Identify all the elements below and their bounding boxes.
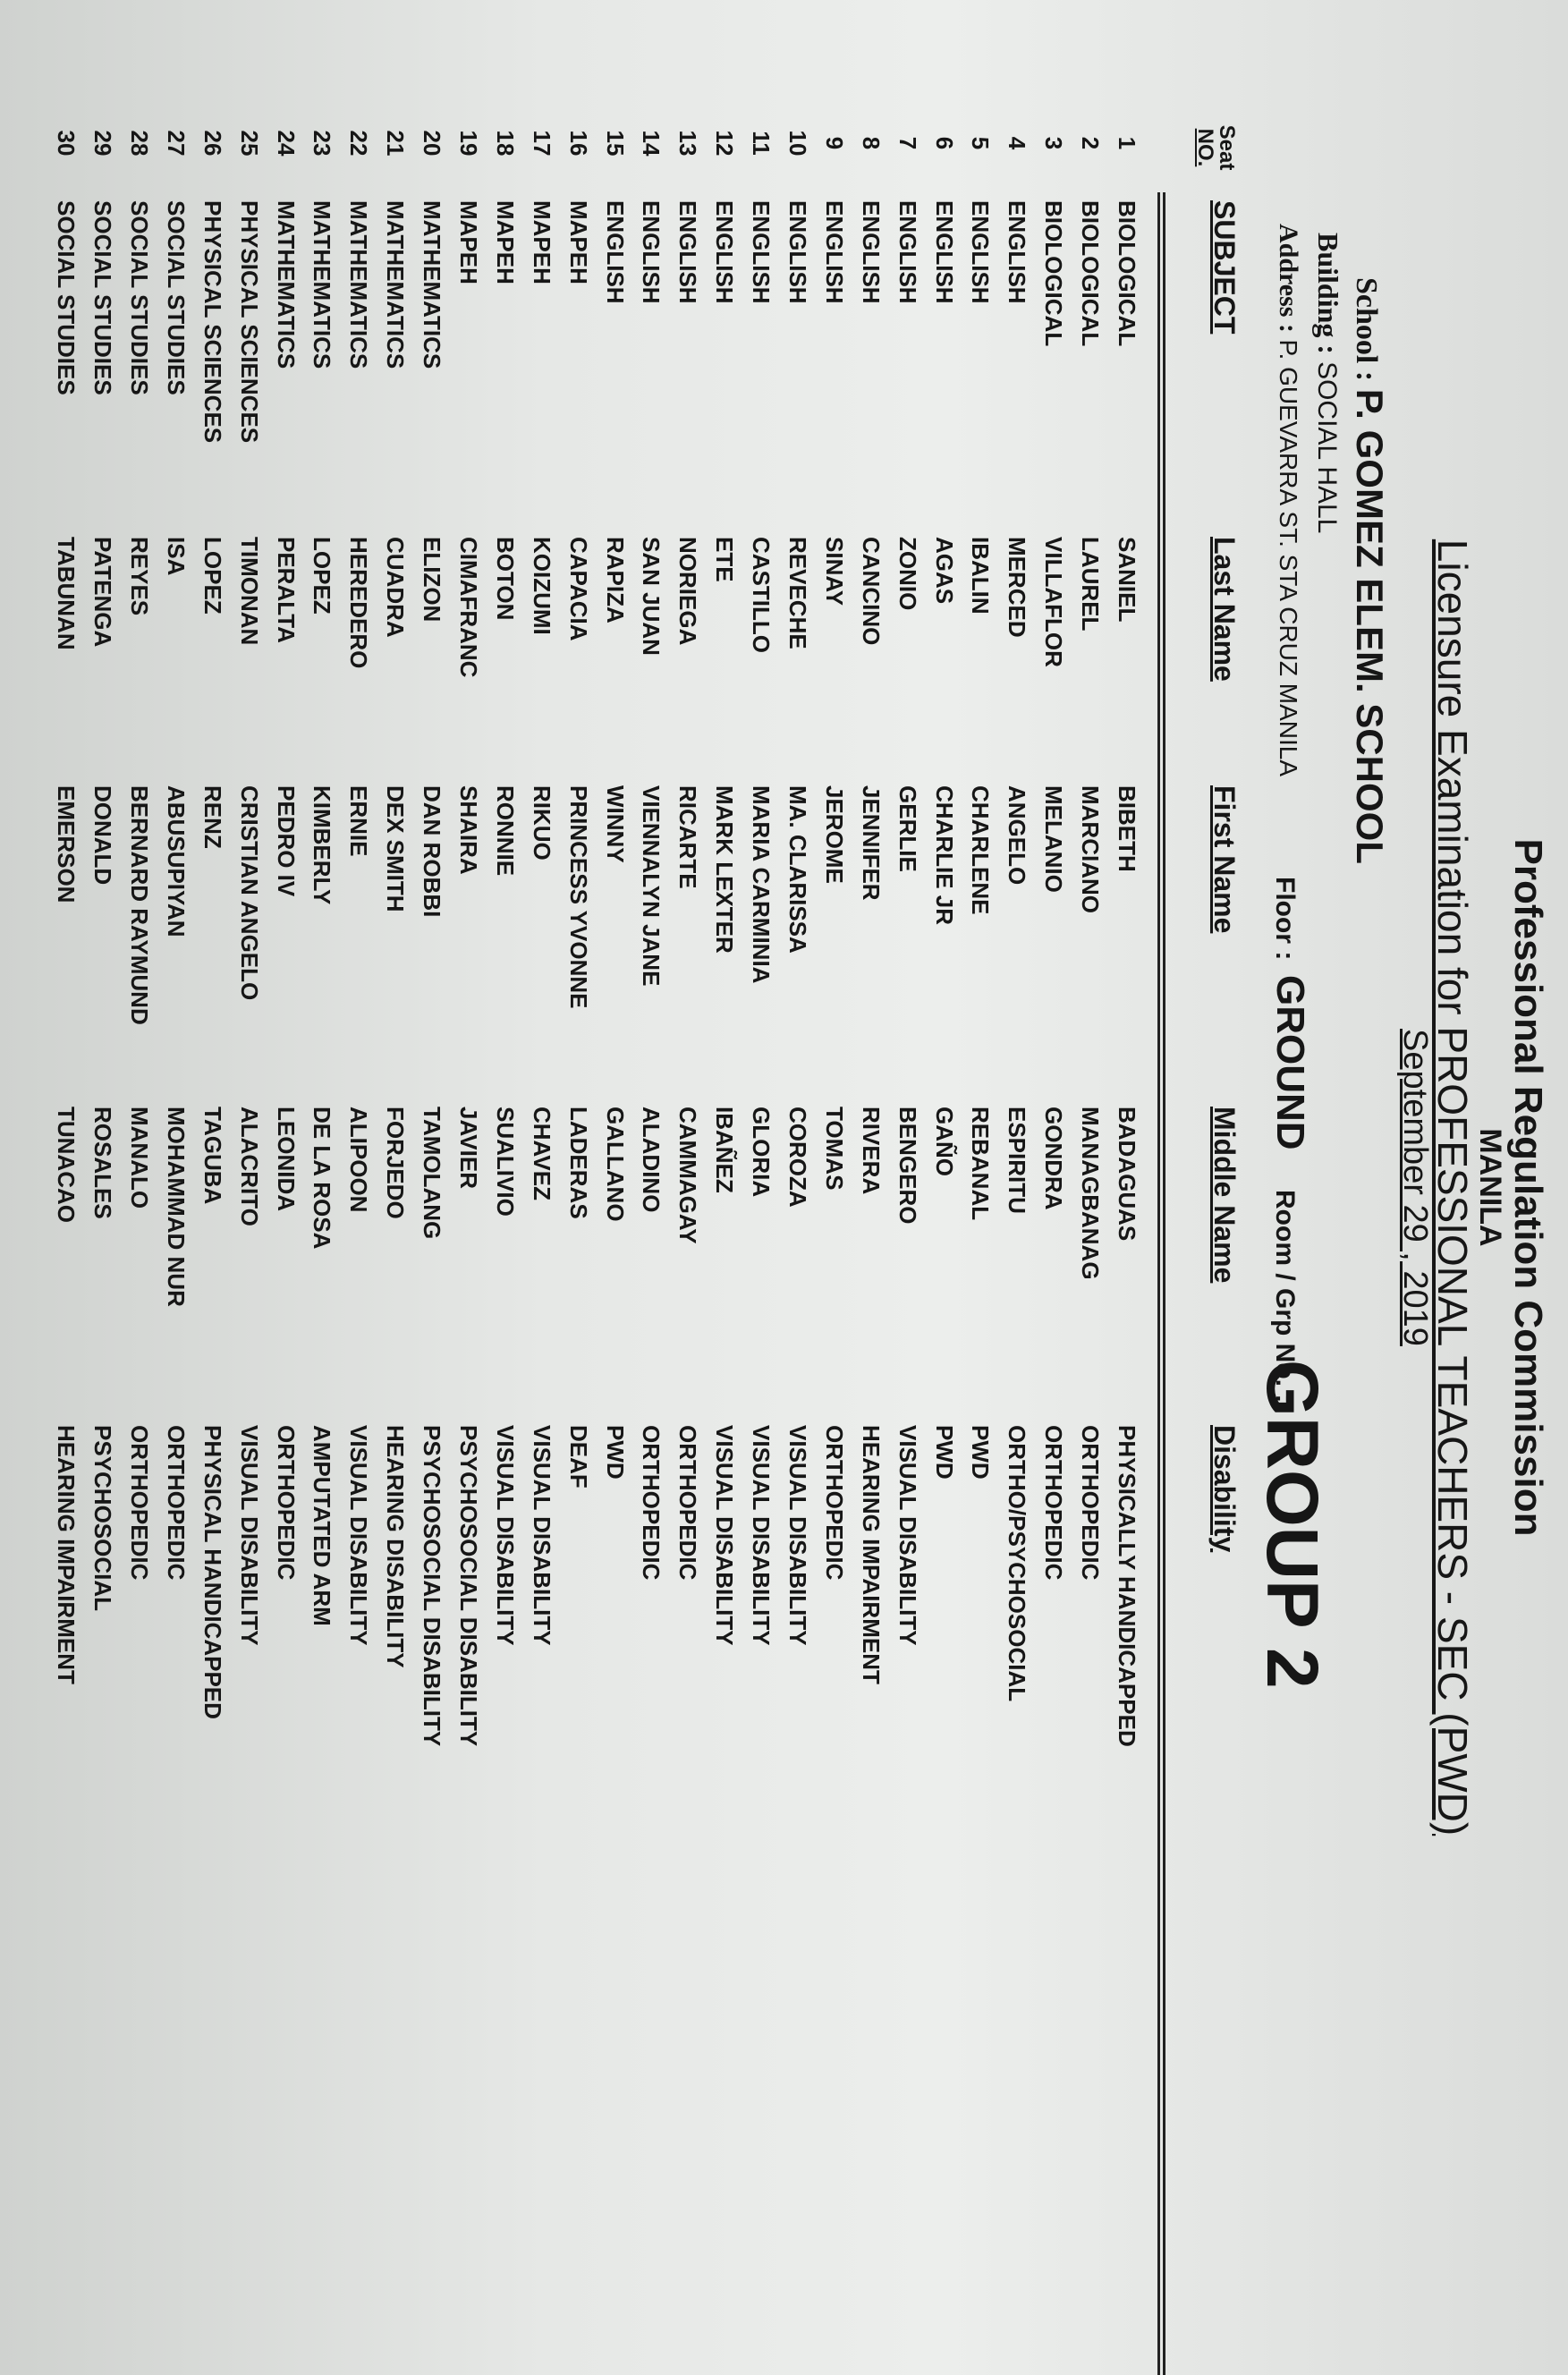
first-name-cell: EMERSON [53, 785, 81, 903]
seat-header-line1: Seat [1215, 124, 1239, 171]
seat-number: 6 [930, 136, 958, 150]
last-name-cell: CANCINO [857, 537, 885, 646]
seat-number: 2 [1077, 136, 1105, 150]
middle-name-header [1208, 1107, 1241, 1283]
examinee-table-body [43, 0, 1140, 2375]
seat-number: 21 [382, 130, 410, 157]
last-name-header-text: Last Name [1208, 537, 1241, 682]
last-name-cell: HEREDERO [345, 537, 373, 669]
address-value: P. GUEVARRA ST. STA CRUZ MANILA [1275, 339, 1302, 777]
agency-title: Professional Regulation Commission [1506, 838, 1550, 1537]
subject-cell: ENGLISH [820, 200, 848, 304]
first-name-cell: GERLIE [894, 785, 921, 872]
subject-cell: ENGLISH [638, 200, 665, 304]
middle-name-cell: LEONIDA [272, 1107, 300, 1211]
table-row [629, 0, 665, 2375]
last-name-cell: SANIEL [1114, 537, 1140, 623]
first-name-header [1208, 785, 1241, 933]
first-name-cell: ANGELO [1004, 785, 1031, 886]
last-name-cell: AGAS [930, 537, 958, 605]
first-name-cell: DEX SMITH [382, 785, 410, 912]
table-row [1067, 0, 1104, 2375]
middle-name-cell: MANAGBANAG [1077, 1107, 1105, 1280]
disability-cell: ORTHOPEDIC [272, 1425, 300, 1581]
middle-name-cell: BENGERO [894, 1107, 921, 1225]
seat-number: 16 [564, 130, 592, 157]
middle-name-cell: ALACRITO [235, 1107, 263, 1226]
disability-cell: PWD [930, 1425, 958, 1480]
table-row [482, 0, 519, 2375]
seat-number: 29 [89, 130, 117, 157]
seat-number: 5 [967, 136, 995, 150]
seat-number: 18 [491, 130, 519, 157]
first-name-cell: PRINCESS YVONNE [564, 785, 592, 1009]
first-name-cell: WINNY [601, 785, 629, 863]
middle-name-cell: REBANAL [967, 1107, 995, 1221]
disability-cell: VISUAL DISABILITY [784, 1425, 811, 1646]
seat-number: 30 [53, 130, 81, 157]
middle-name-cell: GONDRA [1040, 1107, 1068, 1210]
subject-cell: PHYSICAL SCIENCES [199, 200, 226, 444]
middle-name-cell: MANALO [125, 1107, 153, 1209]
exam-title [1428, 0, 1477, 2375]
disability-cell: VISUAL DISABILITY [894, 1425, 921, 1646]
last-name-header [1208, 537, 1241, 682]
middle-name-cell: JAVIER [454, 1107, 482, 1189]
first-name-cell: MARCIANO [1077, 785, 1105, 913]
middle-name-cell: ALIPOON [345, 1107, 373, 1213]
first-name-cell: MARIA CARMINIA [748, 785, 776, 984]
middle-name-cell: ALADINO [638, 1107, 665, 1213]
last-name-cell: NORIEGA [674, 537, 702, 646]
subject-cell: BIOLOGICAL [1040, 200, 1068, 347]
table-row [848, 0, 885, 2375]
last-name-cell: ETE [711, 537, 739, 582]
middle-name-cell: TUNACAO [53, 1107, 81, 1223]
disability-cell: HEARING IMPAIRMENT [857, 1425, 885, 1684]
seat-number: 28 [125, 130, 153, 157]
disability-cell: PSYCHOSOCIAL [89, 1425, 117, 1612]
last-name-cell: MERCED [1004, 537, 1031, 638]
subject-cell: ENGLISH [748, 200, 776, 304]
middle-name-cell: IBAÑEZ [711, 1107, 739, 1193]
floor-value: GROUND [1268, 975, 1312, 1150]
table-row [116, 0, 153, 2375]
first-name-cell: VIENNALYN JANE [638, 785, 665, 987]
subject-cell: ENGLISH [711, 200, 739, 304]
table-row [1104, 0, 1140, 2375]
seat-number: 24 [272, 130, 300, 157]
last-name-cell: TIMONAN [235, 537, 263, 646]
last-name-cell: ELIZON [419, 537, 446, 623]
first-name-header-text: First Name [1208, 785, 1241, 934]
subject-cell: BIOLOGICAL [1114, 200, 1140, 347]
building-name: SOCIAL HALL [1312, 361, 1342, 534]
disability-cell: VISUAL DISABILITY [491, 1425, 519, 1646]
first-name-cell: CHARLENE [967, 785, 995, 915]
disability-cell: VISUAL DISABILITY [748, 1425, 776, 1646]
school-name: P. GOMEZ ELEM. SCHOOL [1349, 388, 1391, 864]
seat-number: 8 [857, 136, 885, 150]
seat-number: 25 [235, 130, 263, 157]
subject-cell: SOCIAL STUDIES [53, 200, 81, 395]
middle-name-cell: GLORIA [748, 1107, 776, 1198]
middle-name-cell: GAÑO [930, 1107, 958, 1176]
middle-name-cell: SUALIVIO [491, 1107, 519, 1217]
last-name-cell: CASTILLO [748, 537, 776, 653]
middle-name-cell: RIVERA [857, 1107, 885, 1195]
disability-cell: ORTHOPEDIC [1077, 1425, 1105, 1581]
disability-header [1208, 1425, 1241, 1552]
school-line [1348, 277, 1391, 864]
seat-number: 15 [601, 130, 629, 157]
seat-number: 13 [674, 130, 702, 157]
seat-number: 11 [748, 131, 776, 156]
first-name-cell: RICARTE [674, 785, 702, 889]
seat-number: 19 [454, 130, 482, 157]
exam-title-text: Licensure Examination for PROFESSIONAL TEACHERS - SEC (PWD) [1429, 539, 1476, 1836]
first-name-cell: MARK LEXTER [711, 785, 739, 954]
seat-number: 7 [894, 136, 921, 150]
first-name-cell: DAN ROBBI [419, 785, 446, 918]
seat-header-line2: NO. [1193, 128, 1217, 167]
middle-name-cell: CHAVEZ [528, 1107, 555, 1200]
last-name-cell: REVECHE [784, 537, 811, 649]
first-name-cell: SHAIRA [454, 785, 482, 875]
disability-cell: VISUAL DISABILITY [711, 1425, 739, 1646]
middle-name-cell: TOMAS [820, 1107, 848, 1191]
first-name-cell: DONALD [89, 785, 117, 886]
subject-cell: MATHEMATICS [345, 200, 373, 369]
disability-cell: ORTHOPEDIC [674, 1425, 702, 1581]
subject-cell: MAPEH [491, 200, 519, 284]
middle-name-cell: BADAGUAS [1114, 1107, 1140, 1242]
disability-cell: HEARING IMPAIRMENT [53, 1425, 81, 1684]
disability-cell: VISUAL DISABILITY [528, 1425, 555, 1646]
table-row [592, 0, 629, 2375]
disability-cell: ORTHOPEDIC [125, 1425, 153, 1581]
seat-no-header [1194, 116, 1237, 179]
middle-name-cell: DE LA ROSA [309, 1107, 336, 1250]
subject-cell: MATHEMATICS [382, 200, 410, 369]
room-label: Room / Grp No. : [1270, 1190, 1300, 1404]
seat-number: 1 [1114, 136, 1140, 150]
subject-cell: ENGLISH [674, 200, 702, 304]
disability-cell: PHYSICALLY HANDICAPPED [1114, 1425, 1140, 1747]
table-row [994, 0, 1030, 2375]
last-name-cell: BOTON [491, 537, 519, 621]
disability-cell: ORTHOPEDIC [1040, 1425, 1068, 1581]
seat-number: 14 [638, 130, 665, 157]
middle-name-cell: LADERAS [564, 1107, 592, 1219]
table-row [738, 0, 775, 2375]
seat-number: 12 [711, 130, 739, 157]
last-name-cell: SINAY [820, 537, 848, 606]
table-row [300, 0, 336, 2375]
disability-cell: HEARING DISABILITY [382, 1425, 410, 1668]
exam-date [1395, 0, 1434, 2375]
first-name-cell: JENNIFER [857, 785, 885, 901]
seat-number: 3 [1040, 136, 1068, 150]
last-name-cell: PERALTA [272, 537, 300, 643]
last-name-cell: ISA [162, 537, 190, 576]
table-row [263, 0, 300, 2375]
subject-cell: MATHEMATICS [419, 200, 446, 369]
address-line [1273, 224, 1303, 776]
table-row [885, 0, 921, 2375]
table-row [775, 0, 811, 2375]
disability-cell: PSYCHOSOCIAL DISABILITY [454, 1425, 482, 1747]
first-name-cell: MA. CLARISSA [784, 785, 811, 954]
last-name-cell: KOIZUMI [528, 537, 555, 635]
middle-name-cell: TAGUBA [199, 1107, 226, 1205]
middle-name-header-text: Middle Name [1208, 1107, 1241, 1284]
first-name-cell: RIKUO [528, 785, 555, 861]
last-name-cell: SAN JUAN [638, 537, 665, 656]
subject-cell: SOCIAL STUDIES [125, 200, 153, 395]
middle-name-cell: ROSALES [89, 1107, 117, 1219]
subject-header [1208, 200, 1241, 334]
subject-cell: ENGLISH [601, 200, 629, 304]
table-row [372, 0, 409, 2375]
seat-number: 22 [345, 130, 373, 157]
disability-cell: PHYSICAL HANDICAPPED [199, 1425, 226, 1719]
subject-cell: MATHEMATICS [272, 200, 300, 369]
middle-name-cell: MOHAMMAD NUR [162, 1107, 190, 1307]
table-row [519, 0, 555, 2375]
subject-cell: SOCIAL STUDIES [162, 200, 190, 395]
table-row [445, 0, 482, 2375]
table-row [665, 0, 701, 2375]
last-name-cell: REYES [125, 537, 153, 616]
middle-name-cell: CAMMAGAY [674, 1107, 702, 1244]
last-name-cell: LOPEZ [309, 537, 336, 615]
seat-number: 26 [199, 130, 226, 157]
first-name-cell: JEROME [820, 785, 848, 884]
last-name-cell: LAUREL [1077, 537, 1105, 632]
table-row [43, 0, 80, 2375]
table-row [226, 0, 263, 2375]
first-name-cell: MELANIO [1040, 785, 1068, 893]
table-row [958, 0, 995, 2375]
subject-cell: ENGLISH [784, 200, 811, 304]
school-label: School : [1350, 277, 1383, 382]
disability-cell: ORTHOPEDIC [162, 1425, 190, 1581]
last-name-cell: PATENGA [89, 537, 117, 648]
city-title: MANILA [1473, 1128, 1507, 1247]
disability-cell: ORTHOPEDIC [638, 1425, 665, 1581]
header-divider-double [1157, 192, 1160, 2375]
table-row [153, 0, 190, 2375]
last-name-cell: CAPACIA [564, 537, 592, 641]
table-row [701, 0, 738, 2375]
seat-number: 10 [784, 130, 811, 157]
disability-cell: DEAF [564, 1425, 592, 1489]
middle-name-cell: FORJEDO [382, 1107, 410, 1219]
building-line [1311, 233, 1344, 533]
middle-name-cell: ESPIRITU [1004, 1107, 1031, 1214]
last-name-cell: LOPEZ [199, 537, 226, 615]
header-divider [1163, 192, 1165, 2375]
first-name-cell: ERNIE [345, 785, 373, 857]
subject-cell: ENGLISH [894, 200, 921, 304]
subject-cell: ENGLISH [1004, 200, 1031, 304]
floor-label: Floor : [1270, 877, 1300, 961]
table-row [190, 0, 226, 2375]
subject-header-text: SUBJECT [1208, 200, 1241, 335]
seat-number: 27 [162, 130, 190, 157]
last-name-cell: CIMAFRANC [454, 537, 482, 678]
middle-name-cell: TAMOLANG [419, 1107, 446, 1240]
first-name-cell: RONNIE [491, 785, 519, 877]
last-name-cell: RAPIZA [601, 537, 629, 623]
seat-number: 17 [528, 130, 555, 157]
table-row [555, 0, 592, 2375]
first-name-cell: CRISTIAN ANGELO [235, 785, 263, 1001]
table-row [80, 0, 116, 2375]
first-name-cell: BIBETH [1114, 785, 1140, 872]
seat-number: 4 [1004, 136, 1031, 150]
subject-cell: MATHEMATICS [309, 200, 336, 369]
exam-date-text: September 29 , 2019 [1396, 1029, 1434, 1346]
table-row [1030, 0, 1067, 2375]
subject-cell: ENGLISH [857, 200, 885, 304]
disability-cell: AMPUTATED ARM [309, 1425, 336, 1626]
subject-cell: ENGLISH [967, 200, 995, 304]
subject-cell: SOCIAL STUDIES [89, 200, 117, 395]
seat-number: 20 [419, 130, 446, 157]
disability-cell: VISUAL DISABILITY [235, 1425, 263, 1646]
seat-number: 23 [309, 130, 336, 157]
first-name-cell: ABUSUPIYAN [162, 785, 190, 937]
table-row [811, 0, 848, 2375]
room-group-value: GROUP 2 [1251, 1360, 1333, 1689]
last-name-cell: TABUNAN [53, 537, 81, 650]
first-name-cell: PEDRO IV [272, 785, 300, 897]
middle-name-cell: COROZA [784, 1107, 811, 1208]
address-label: Address : [1274, 224, 1303, 333]
first-name-cell: BERNARD RAYMUND [125, 785, 153, 1025]
first-name-cell: KIMBERLY [309, 785, 336, 905]
subject-cell: MAPEH [528, 200, 555, 284]
first-name-cell: CHARLIE JR [930, 785, 958, 926]
disability-header-text: Disability [1208, 1425, 1241, 1553]
disability-cell: PSYCHOSOCIAL DISABILITY [419, 1425, 446, 1747]
disability-cell: PWD [967, 1425, 995, 1480]
subject-cell: MAPEH [454, 200, 482, 284]
subject-cell: PHYSICAL SCIENCES [235, 200, 263, 444]
disability-cell: ORTHOPEDIC [820, 1425, 848, 1581]
first-name-cell: RENZ [199, 785, 226, 849]
middle-name-cell: GALLANO [601, 1107, 629, 1222]
subject-cell: BIOLOGICAL [1077, 200, 1105, 347]
subject-cell: ENGLISH [930, 200, 958, 304]
subject-cell: MAPEH [564, 200, 592, 284]
building-label: Building : [1312, 233, 1344, 355]
table-row [409, 0, 445, 2375]
disability-cell: VISUAL DISABILITY [345, 1425, 373, 1646]
last-name-cell: ZONIO [894, 537, 921, 611]
last-name-cell: IBALIN [967, 537, 995, 615]
table-row [335, 0, 372, 2375]
disability-cell: PWD [601, 1425, 629, 1480]
table-row [921, 0, 958, 2375]
last-name-cell: CUADRA [382, 537, 410, 638]
disability-cell: ORTHO/PSYCHOSOCIAL [1004, 1425, 1031, 1702]
last-name-cell: VILLAFLOR [1040, 537, 1068, 667]
seat-number: 9 [820, 136, 848, 150]
